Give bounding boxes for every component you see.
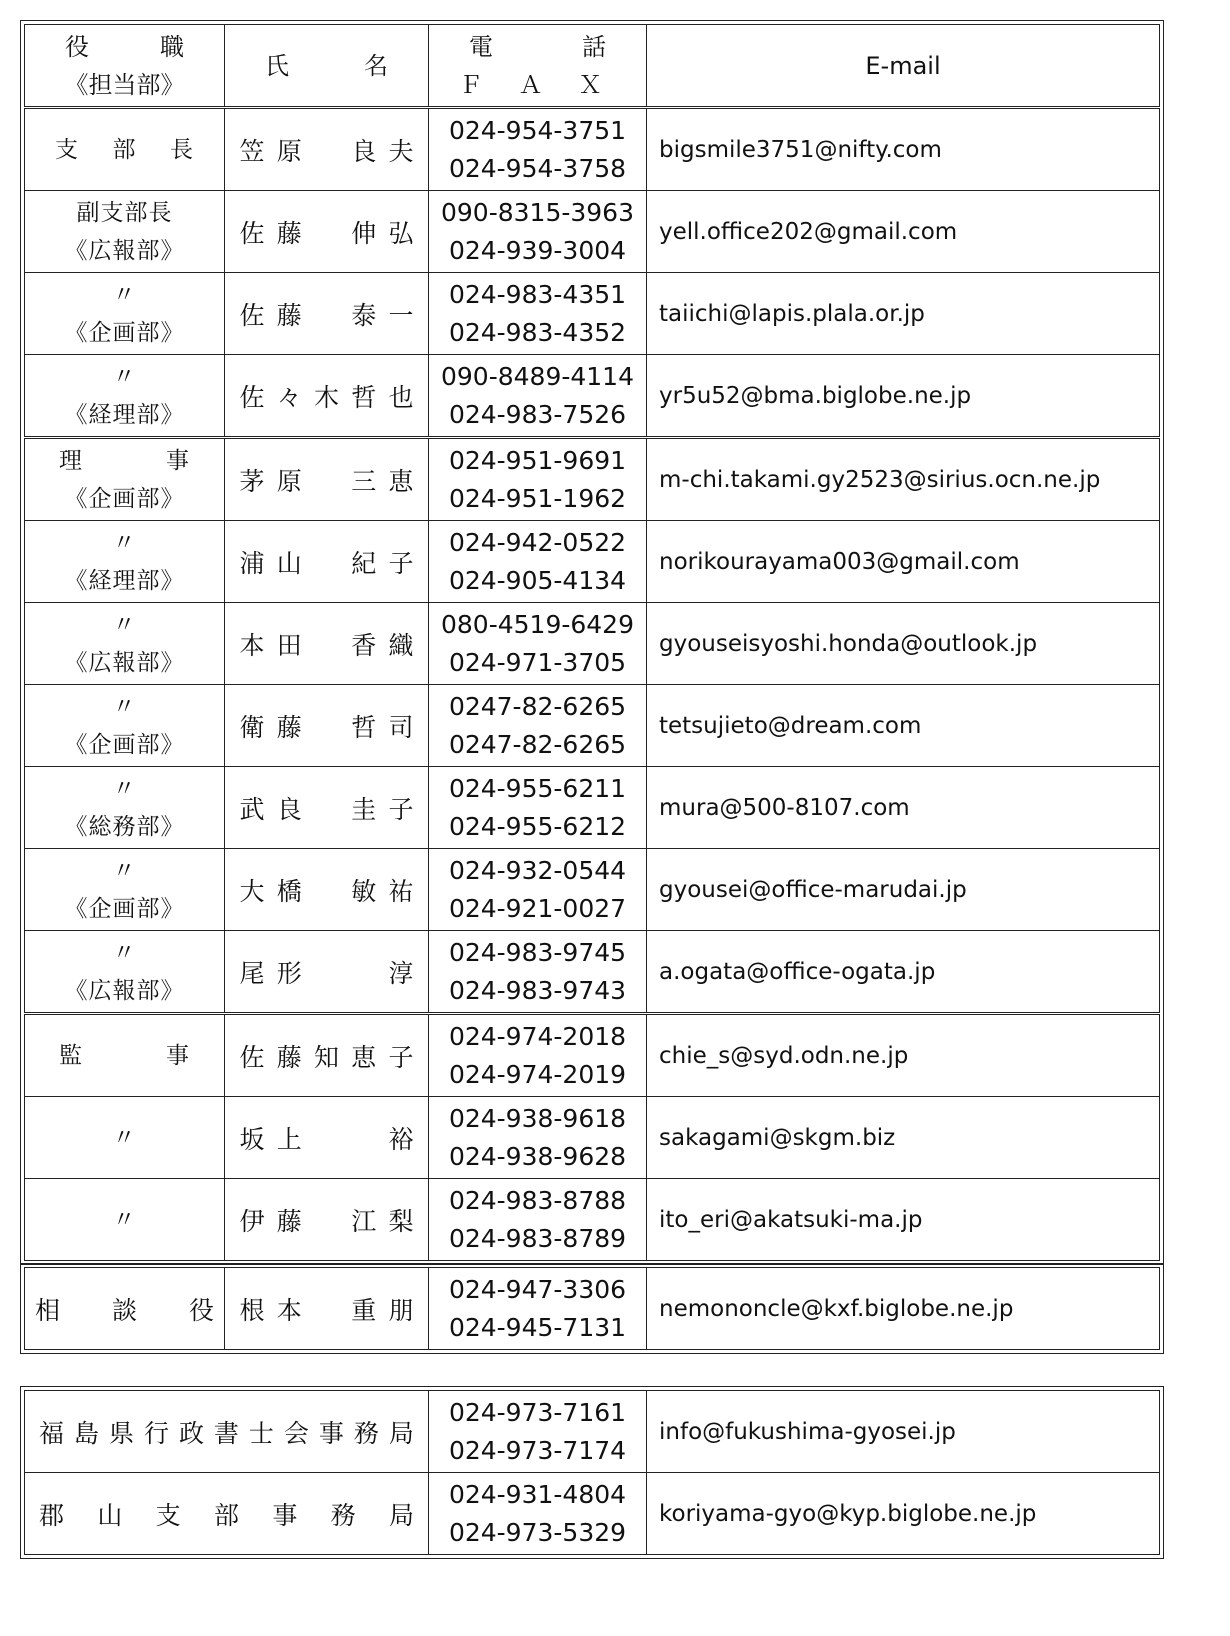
header-fax: Ｆ Ａ Ｘ (458, 70, 617, 99)
officer-role (25, 273, 225, 355)
officer-name-char: 哲 (351, 382, 377, 412)
officer-role (25, 603, 225, 685)
officer-email-text: taiichi@lapis.plala.or.jp (659, 300, 925, 327)
office-name-char: 事 (318, 1418, 344, 1448)
header-phone (429, 25, 647, 108)
officer-name-text (239, 626, 414, 662)
officer-row (25, 273, 1160, 355)
officer-tel: 090-8315-3963 (440, 197, 634, 227)
officer-role-title: 〃 (112, 775, 137, 802)
officer-name-char: 子 (388, 548, 414, 578)
office-name-char: 務 (330, 1500, 356, 1530)
officer-name-text (239, 544, 414, 580)
officer-phone (429, 685, 647, 767)
advisor-table (24, 1267, 1160, 1350)
officer-name-char: 也 (388, 382, 414, 412)
officer-phone (429, 191, 647, 273)
officer-name-char: 藤 (276, 1206, 302, 1236)
offices-table (24, 1390, 1160, 1555)
officer-name (225, 931, 429, 1014)
officer-role-title: 〃 (112, 611, 137, 638)
office-email-text: info@fukushima-gyosei.jp (659, 1418, 956, 1445)
officer-name-char (314, 132, 340, 168)
officer-name-char: 山 (276, 548, 302, 578)
officer-tel: 024-955-6211 (448, 773, 627, 803)
officer-fax: 024-971-3705 (448, 647, 627, 677)
officer-name-text (239, 296, 414, 332)
officer-role-char: 長 (170, 136, 194, 163)
officer-fax: 024-939-3004 (448, 235, 627, 265)
officer-role-title: 〃 (112, 939, 137, 966)
officer-name (225, 355, 429, 438)
officer-tel: 024-938-9618 (448, 1103, 627, 1133)
officer-tel: 024-951-9691 (448, 445, 627, 475)
header-name-char-1: 氏 (265, 51, 289, 80)
officer-tel: 024-954-3751 (448, 115, 627, 145)
office-name-char: 島 (73, 1418, 99, 1448)
officer-name-char: 夫 (388, 136, 414, 166)
officer-role-title: 〃 (112, 281, 137, 308)
officer-role-title: 副支部長 (76, 199, 173, 226)
office-name (25, 1391, 429, 1473)
office-name-char: 事 (272, 1500, 298, 1530)
officer-name (225, 273, 429, 355)
office-fax: 024-973-5329 (448, 1517, 627, 1547)
advisor-tel: 024-947-3306 (448, 1274, 627, 1304)
office-phone (429, 1391, 647, 1473)
advisor-name-char: 朋 (388, 1295, 414, 1325)
officer-row (25, 191, 1160, 273)
officer-tel: 024-983-9745 (448, 937, 627, 967)
officer-name-char: 武 (239, 794, 265, 824)
header-phone-char-1: 電 (469, 32, 493, 61)
officer-dept: 《広報部》 (64, 237, 185, 264)
officer-email (647, 438, 1160, 521)
officer-role-char: 監 (59, 1042, 83, 1069)
officer-name-text (239, 378, 414, 414)
officer-role (25, 1179, 225, 1261)
officer-row (25, 767, 1160, 849)
header-role-char-2: 職 (160, 32, 184, 61)
officer-dept: 《経理部》 (64, 401, 185, 428)
officer-name (225, 1014, 429, 1097)
officer-name (225, 108, 429, 191)
officer-email (647, 273, 1160, 355)
officer-fax: 024-983-8789 (448, 1223, 627, 1253)
officer-row (25, 685, 1160, 767)
office-name-char: 局 (388, 1500, 414, 1530)
officer-name-char: 原 (276, 136, 302, 166)
officer-phone (429, 273, 647, 355)
officer-name (225, 767, 429, 849)
officer-name-char: 紀 (351, 548, 377, 578)
officer-row (25, 521, 1160, 603)
officer-name-char: 祐 (388, 876, 414, 906)
officer-role-title (25, 131, 224, 169)
officer-dept: 《企画部》 (64, 485, 185, 512)
office-name-char: 政 (178, 1418, 204, 1448)
officer-dept: 《企画部》 (64, 895, 185, 922)
office-name-char: 務 (353, 1418, 379, 1448)
officer-phone (429, 1179, 647, 1261)
officer-role-char: 事 (166, 1042, 190, 1069)
officer-name-char: 三 (351, 466, 377, 496)
officer-name (225, 849, 429, 931)
advisor-phone (429, 1268, 647, 1350)
officer-email-text: yr5u52@bma.biglobe.ne.jp (659, 382, 972, 409)
officer-name-text (239, 872, 414, 908)
officer-email (647, 1097, 1160, 1179)
advisor-name-text (239, 1291, 414, 1327)
officer-name-text (239, 708, 414, 744)
officer-name (225, 191, 429, 273)
officer-row (25, 1014, 1160, 1097)
officer-fax: 024-905-4134 (448, 565, 627, 595)
officer-name-char: 良 (276, 794, 302, 824)
officer-row (25, 1097, 1160, 1179)
advisor-name-char (314, 1291, 340, 1327)
officer-name-text (239, 1038, 414, 1074)
officer-email (647, 767, 1160, 849)
officer-role-title (25, 1037, 224, 1075)
office-name-char: 書 (213, 1418, 239, 1448)
officer-email-text: gyousei@office-marudai.jp (659, 876, 967, 903)
officer-name-char: 佐 (239, 218, 265, 248)
header-name (225, 25, 429, 108)
officer-role-char: 理 (59, 447, 83, 474)
officer-fax: 024-951-1962 (448, 483, 627, 513)
officer-email (647, 1179, 1160, 1261)
officer-role (25, 191, 225, 273)
officer-name-char: 藤 (276, 218, 302, 248)
officer-role-title: 〃 (112, 363, 137, 390)
officer-email (647, 849, 1160, 931)
officer-row (25, 603, 1160, 685)
officer-dept: 《広報部》 (64, 977, 185, 1004)
office-name-text (39, 1414, 414, 1450)
officer-email-text: gyouseisyoshi.honda@outlook.jp (659, 630, 1038, 657)
officer-email (647, 931, 1160, 1014)
officer-dept: 《広報部》 (64, 649, 185, 676)
office-name-char: 部 (213, 1500, 239, 1530)
officer-name-char (351, 954, 377, 990)
office-tel: 024-931-4804 (448, 1479, 627, 1509)
officer-name-char: 佐 (239, 300, 265, 330)
office-email (647, 1391, 1160, 1473)
officer-name (225, 521, 429, 603)
officer-role-title: 〃 (112, 1206, 137, 1233)
officer-name-char (314, 708, 340, 744)
officer-name-char: 哲 (351, 712, 377, 742)
officer-email (647, 1014, 1160, 1097)
officer-name-char: 織 (388, 630, 414, 660)
office-row (25, 1391, 1160, 1473)
officer-name-char: 淳 (388, 958, 414, 988)
officer-name-text (239, 214, 414, 250)
officer-name-char (314, 626, 340, 662)
officer-dept: 《企画部》 (64, 731, 185, 758)
officer-role (25, 438, 225, 521)
advisor-email-text: nemononcle@kxf.biglobe.ne.jp (659, 1295, 1014, 1322)
officer-row (25, 108, 1160, 191)
officer-role-title (25, 442, 224, 480)
officer-phone (429, 1097, 647, 1179)
officer-name-char: 藤 (276, 1042, 302, 1072)
officer-fax: 024-921-0027 (448, 893, 627, 923)
officer-role (25, 355, 225, 438)
office-name-char: 行 (143, 1418, 169, 1448)
officer-phone (429, 849, 647, 931)
officer-email-text: sakagami@skgm.biz (659, 1124, 896, 1151)
officer-tel: 080-4519-6429 (440, 609, 634, 639)
header-dept: 《担当部》 (64, 70, 185, 99)
officer-row (25, 849, 1160, 931)
officer-email (647, 108, 1160, 191)
officer-dept: 《経理部》 (64, 567, 185, 594)
officer-phone (429, 355, 647, 438)
officer-row (25, 438, 1160, 521)
officer-name (225, 1097, 429, 1179)
officer-tel: 024-983-8788 (448, 1185, 627, 1215)
advisor-role-text (35, 1291, 214, 1327)
officer-fax: 024-955-6212 (448, 811, 627, 841)
officer-tel: 0247-82-6265 (448, 691, 627, 721)
officer-name-char: 衛 (239, 712, 265, 742)
header-email-label: E-mail (865, 51, 941, 80)
office-name (25, 1473, 429, 1555)
officer-email-text: chie_s@syd.odn.ne.jp (659, 1042, 909, 1069)
officer-name-char (314, 462, 340, 498)
officer-phone (429, 108, 647, 191)
officer-phone (429, 438, 647, 521)
advisor-fax: 024-945-7131 (448, 1312, 627, 1342)
officer-name-char: 形 (276, 958, 302, 988)
officer-row (25, 1179, 1160, 1261)
officer-name-char: 恵 (351, 1042, 377, 1072)
advisor-name-char: 重 (351, 1295, 377, 1325)
officer-fax: 024-983-4352 (448, 317, 627, 347)
officer-name-char: 裕 (388, 1124, 414, 1154)
officer-tel: 024-983-4351 (448, 279, 627, 309)
officer-name-char: 茅 (239, 466, 265, 496)
officer-name-char: 尾 (239, 958, 265, 988)
officer-role-char: 部 (112, 136, 137, 163)
officer-name-char: 橋 (276, 876, 302, 906)
officer-name-char: 藤 (276, 300, 302, 330)
officer-role (25, 108, 225, 191)
office-name-char: 郡 (39, 1500, 65, 1530)
advisor-row (25, 1268, 1160, 1350)
officer-name-char (314, 1202, 340, 1238)
officer-name-text (239, 132, 414, 168)
officer-name-char: 本 (239, 630, 265, 660)
officer-email-text: tetsujieto@dream.com (659, 712, 922, 739)
officer-role (25, 521, 225, 603)
officer-role-title: 〃 (112, 693, 137, 720)
officer-name-text (239, 790, 414, 826)
officer-email (647, 685, 1160, 767)
officer-name-char: 伸 (351, 218, 377, 248)
officer-row (25, 355, 1160, 438)
header-phone-char-2: 話 (582, 32, 606, 61)
officer-tel: 024-942-0522 (448, 527, 627, 557)
officer-name-char: 上 (276, 1124, 302, 1154)
officer-name-text (239, 462, 414, 498)
officer-fax: 024-938-9628 (448, 1141, 627, 1171)
officer-fax: 024-974-2019 (448, 1059, 627, 1089)
officer-name-char: 一 (388, 300, 414, 330)
officer-role-title: 〃 (112, 1124, 137, 1151)
officer-role (25, 849, 225, 931)
officer-name-char (314, 790, 340, 826)
officer-name-char: 浦 (239, 548, 265, 578)
officer-name-char: 笠 (239, 136, 265, 166)
officer-email-text: ito_eri@akatsuki-ma.jp (659, 1206, 923, 1233)
office-tel: 024-973-7161 (448, 1397, 627, 1427)
officer-phone (429, 767, 647, 849)
officer-name (225, 603, 429, 685)
header-role (25, 25, 225, 108)
officer-name-char: 圭 (351, 794, 377, 824)
officer-email (647, 355, 1160, 438)
advisor-name-char: 根 (239, 1295, 265, 1325)
officer-email (647, 521, 1160, 603)
officer-role-title: 〃 (112, 857, 137, 884)
office-name-char: 山 (97, 1500, 123, 1530)
officer-role-char: 支 (55, 136, 79, 163)
office-phone (429, 1473, 647, 1555)
advisor-role-char: 談 (111, 1295, 137, 1325)
officer-name-char: 坂 (239, 1124, 265, 1154)
officer-name-text (239, 1120, 414, 1156)
officer-name-char: 知 (313, 1042, 339, 1072)
officer-name-char (314, 296, 340, 332)
officer-name (225, 438, 429, 521)
officer-role-char: 事 (166, 447, 190, 474)
officer-name-char (351, 1120, 377, 1156)
officer-email (647, 603, 1160, 685)
officer-phone (429, 1014, 647, 1097)
header-role-char-1: 役 (65, 32, 89, 61)
officer-tel: 024-932-0544 (448, 855, 627, 885)
officer-phone (429, 521, 647, 603)
officer-dept: 《総務部》 (64, 813, 185, 840)
officer-name-char (314, 544, 340, 580)
officer-name-char: 梨 (388, 1206, 414, 1236)
officer-name-char (314, 214, 340, 250)
officer-tel: 024-974-2018 (448, 1021, 627, 1051)
officer-name (225, 685, 429, 767)
officer-name-char: 子 (388, 1042, 414, 1072)
officer-email-text: bigsmile3751@nifty.com (659, 136, 942, 163)
advisor-name-char: 本 (276, 1295, 302, 1325)
office-name-char: 士 (248, 1418, 274, 1448)
officer-email-text: m-chi.takami.gy2523@sirius.ocn.ne.jp (659, 466, 1101, 493)
office-name-char: 会 (283, 1418, 309, 1448)
officer-name-char (314, 1120, 340, 1156)
officer-name-char (314, 872, 340, 908)
office-email (647, 1473, 1160, 1555)
officer-fax: 024-983-9743 (448, 975, 627, 1005)
officer-name-char: 佐 (239, 1042, 265, 1072)
officer-role-title: 〃 (112, 529, 137, 556)
officer-email-text: mura@500-8107.com (659, 794, 910, 821)
officer-role (25, 931, 225, 1014)
officer-phone (429, 931, 647, 1014)
officer-name-char: 江 (351, 1206, 377, 1236)
officer-role (25, 1014, 225, 1097)
officer-role (25, 685, 225, 767)
officer-name-char: 木 (313, 382, 339, 412)
officer-role (25, 767, 225, 849)
officer-name-text (239, 954, 414, 990)
officer-email (647, 191, 1160, 273)
officer-email-text: a.ogata@office-ogata.jp (659, 958, 936, 985)
officer-name-char: 々 (276, 382, 302, 412)
officer-name-char: 佐 (239, 382, 265, 412)
header-email (647, 25, 1160, 108)
officer-fax: 024-983-7526 (448, 399, 627, 429)
officer-name-char: 司 (388, 712, 414, 742)
officer-tel: 090-8489-4114 (440, 361, 634, 391)
header-row (25, 25, 1160, 108)
office-name-char: 局 (388, 1418, 414, 1448)
officer-name-char (314, 954, 340, 990)
header-name-char-2: 名 (364, 51, 388, 80)
advisor-name (225, 1268, 429, 1350)
officer-name-char: 子 (388, 794, 414, 824)
officer-name-char: 良 (351, 136, 377, 166)
officer-name-char: 田 (276, 630, 302, 660)
officer-phone (429, 603, 647, 685)
officer-name-char: 泰 (351, 300, 377, 330)
officer-fax: 0247-82-6265 (448, 729, 627, 759)
office-email-text: koriyama-gyo@kyp.biglobe.ne.jp (659, 1500, 1037, 1527)
officer-role (25, 1097, 225, 1179)
office-name-char: 県 (108, 1418, 134, 1448)
office-name-text (39, 1496, 414, 1532)
officer-email-text: norikourayama003@gmail.com (659, 548, 1020, 575)
officer-fax: 024-954-3758 (448, 153, 627, 183)
officer-name-char: 大 (239, 876, 265, 906)
officer-name-text (239, 1202, 414, 1238)
officer-name (225, 1179, 429, 1261)
office-fax: 024-973-7174 (448, 1435, 627, 1465)
office-name-char: 支 (155, 1500, 181, 1530)
advisor-role-char: 相 (35, 1295, 61, 1325)
officer-email-text: yell.office202@gmail.com (659, 218, 958, 245)
officer-name-char: 香 (351, 630, 377, 660)
officer-name-char: 弘 (388, 218, 414, 248)
advisor-role-char: 役 (188, 1295, 214, 1325)
advisor-role (25, 1268, 225, 1350)
officers-table (24, 24, 1160, 1261)
officer-dept: 《企画部》 (64, 319, 185, 346)
officer-name-char: 伊 (239, 1206, 265, 1236)
officer-name-char: 藤 (276, 712, 302, 742)
office-name-char: 福 (39, 1418, 65, 1448)
officer-name-char: 原 (276, 466, 302, 496)
advisor-email (647, 1268, 1160, 1350)
office-row (25, 1473, 1160, 1555)
officer-name-char: 恵 (388, 466, 414, 496)
officer-name-char: 敏 (351, 876, 377, 906)
officer-row (25, 931, 1160, 1014)
